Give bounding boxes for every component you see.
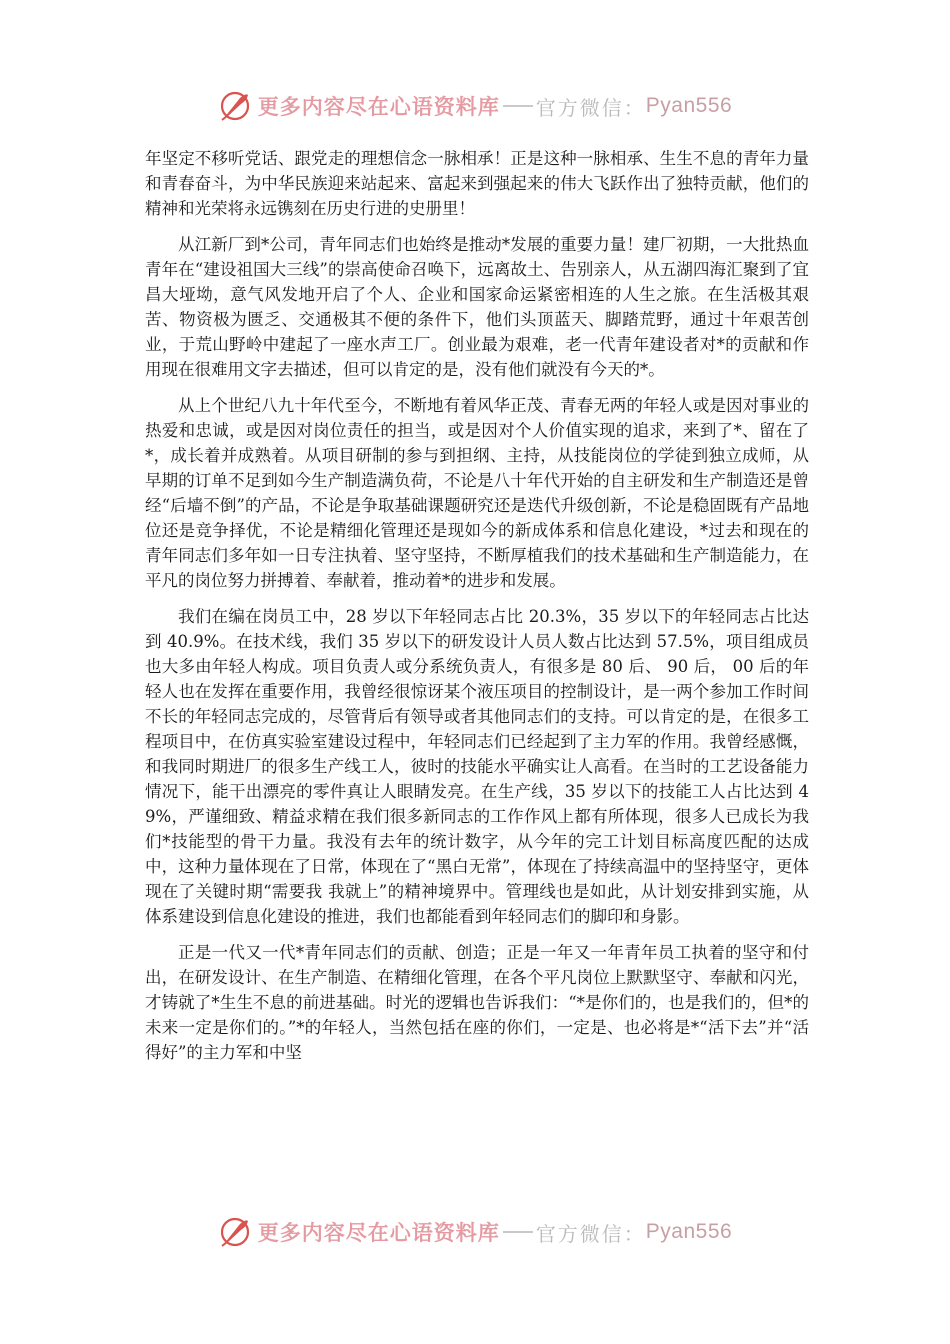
quill-logo-icon (218, 89, 252, 123)
paragraph-4: 我们在编在岗员工中，28 岁以下年轻同志占比 20.3%，35 岁以下的年轻同志占比达到 40.9%。在技术线，我们 35 岁以下的研发设计人员人数占比达到 57.5%，项目组成员也大多由年轻人构成。项目负责人或分系统负责人，有很多是 80 后、 90 后， 00 后的年轻人也在发挥在重要作用，我曾经很惊讶某个液压项目的控制设计，是一两个参加工作时间不长的年轻同志完成的，尽管背后有领导或者其他同志们的支持。可以肯定的是，在很多工程项目中，在仿真实验室建设过程中，年轻同志们已经起到了主力军的作用。我曾经感慨，和我同时期进厂的很多生产线工人，彼时的技能水平确实让人高看。在当时的工艺设备能力情况下，能干出漂亮的零件真让人眼睛发亮。在生产线，35 岁以下的技能工人占比达到 49%，严谨细致、精益求精在我们很多新同志的工作作风上都有所体现，很多人已成长为我们*技能型的骨干力量。我没有去年的统计数字，从今年的完工计划目标高度匹配的达成中，这种力量体现在了日常，体现在了“黑白无常”，体现在了持续高温中的坚持坚守，更体现在了关键时期“需要我 我就上”的精神境界中。管理线也是如此，从计划安排到实施，从体系建设到信息化建设的推进，我们也都能看到年轻同志们的脚印和身影。 (145, 607, 809, 926)
paragraph-3: 从上个世纪八九十年代至今，不断地有着风华正茂、青春无两的年轻人或是因对事业的热爱和忠诚，或是因对岗位责任的担当，或是因对个人价值实现的追求，来到了*、留在了*，成长着并成熟着。从项目研制的参与到担纲、主持，从技能岗位的学徒到独立成师，从早期的订单不足到如今生产制造满负荷，不论是八十年代开始的自主研发和生产制造还是曾经“后墙不倒”的产品，不论是争取基础课题研究还是迭代升级创新，不论是稳固既有产品地位还是竞争择优，不论是精细化管理还是现如今的新成体系和信息化建设，*过去和现在的青年同志们多年如一日专注执着、坚守坚持，不断厚植我们的技术基础和生产制造能力，在平凡的岗位努力拼搏着、奉献着，推动着*的进步和发展。 (145, 396, 809, 590)
site-name-text: 更多内容尽在心语资料库 (257, 94, 500, 119)
wechat-handle-text: Pyan556 (645, 94, 733, 117)
banner-dash (503, 1231, 533, 1233)
wechat-label-text: 官方微信： (535, 95, 646, 120)
header-watermark-banner (0, 84, 950, 128)
banner-dash (503, 105, 533, 107)
quill-logo-icon (218, 1215, 252, 1249)
wechat-label-text: 官方微信： (535, 1221, 646, 1246)
document-body (145, 146, 809, 1076)
paragraph-5: 正是一代又一代*青年同志们的贡献、创造；正是一年又一年青年员工执着的坚守和付出，在研发设计、在生产制造、在精细化管理，在各个平凡岗位上默默坚守、奉献和闪光，才铸就了*生生不息的前进基础。时光的逻辑也告诉我们：“*是你们的，也是我们的，但*的未来一定是你们的。”*的年轻人，当然包括在座的你们，一定是、也必将是*“活下去”并“活得好”的主力军和中坚 (145, 943, 809, 1062)
site-name-text: 更多内容尽在心语资料库 (257, 1220, 500, 1245)
footer-watermark-banner (0, 1210, 950, 1254)
paragraph-2: 从江新厂到*公司，青年同志们也始终是推动*发展的重要力量！建厂初期，一大批热血青年在“建设祖国大三线”的崇高使命召唤下，远离故土、告别亲人，从五湖四海汇聚到了宜昌大垭坳，意气风发地开启了个人、企业和国家命运紧密相连的人生之旅。在生活极其艰苦、物资极为匮乏、交通极其不便的条件下，他们头顶蓝天、脚踏荒野，通过十年艰苦创业，于荒山野岭中建起了一座水声工厂。创业最为艰难，老一代青年建设者对*的贡献和作用现在很难用文字去描述，但可以肯定的是，没有他们就没有今天的*。 (145, 235, 809, 379)
wechat-handle-text: Pyan556 (645, 1220, 733, 1243)
paragraph-1: 年坚定不移听党话、跟党走的理想信念一脉相承！正是这种一脉相承、生生不息的青年力量和青春奋斗，为中华民族迎来站起来、富起来到强起来的伟大飞跃作出了独特贡献，他们的精神和光荣将永远镌刻在历史行进的史册里！ (145, 149, 809, 218)
